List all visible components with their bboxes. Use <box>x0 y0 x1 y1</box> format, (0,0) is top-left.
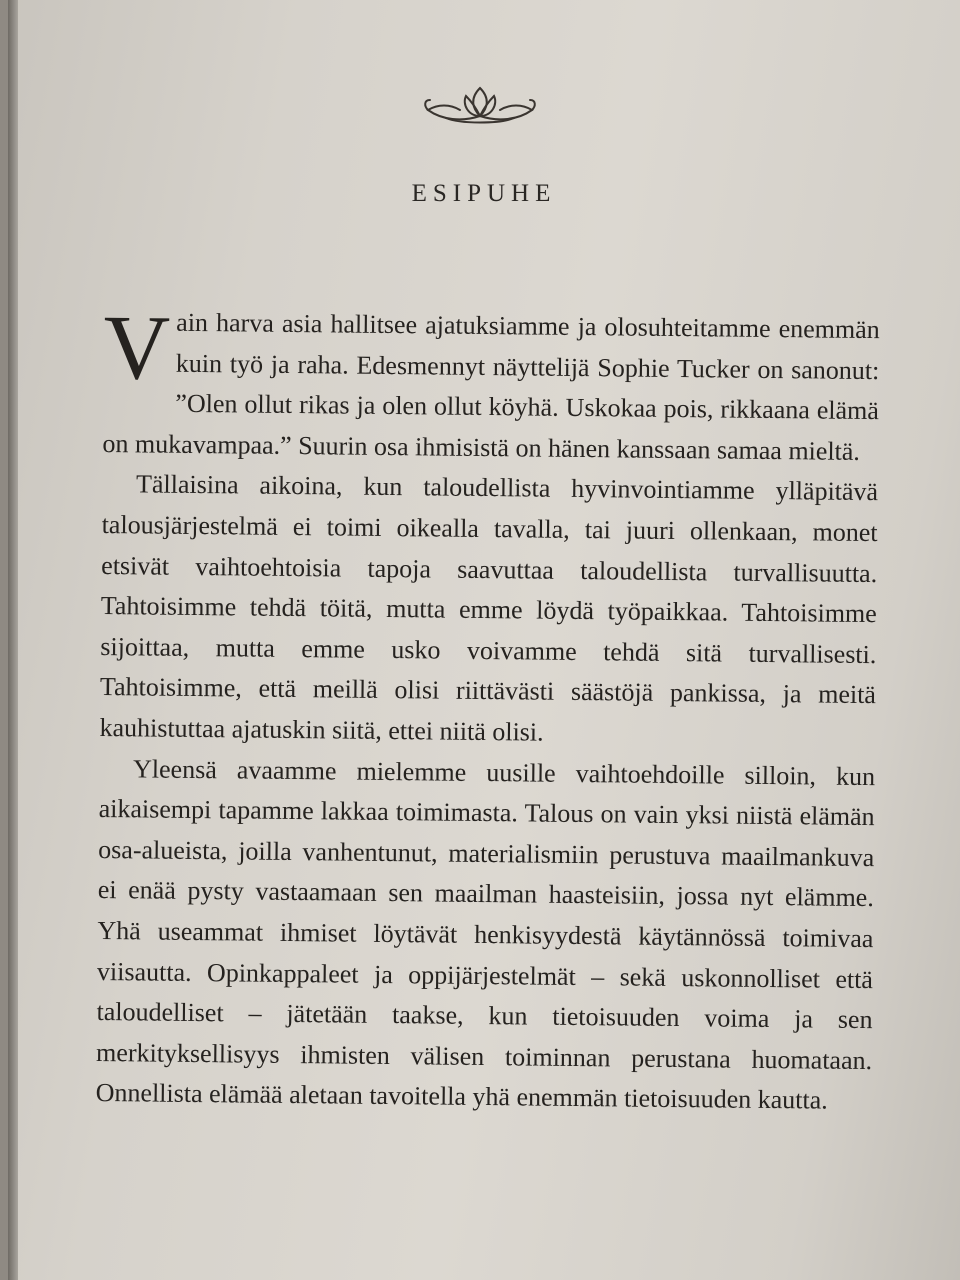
drop-cap: V <box>102 296 171 399</box>
paragraph-1-text: ain harva asia hallitsee ajatuksiamme ja olosuhteitamme enemmän kuin työ ja raha. Edesmennyt näyttelijä Sophie Tucker on sanonut: ”Olen ollut rikas ja olen ollut köyhä. Uskokaa pois, rikkaana elämä on mukavampaa.” Suurin osa ihmisistä on hänen kanssaan samaa mieltä. <box>102 307 880 466</box>
paragraph-1 <box>102 296 880 472</box>
body-text <box>95 296 880 1122</box>
paragraph-3: Yleensä avaamme mielemme uusille vaihtoehdoille silloin, kun aikaisempi tapamme lakkaa toimimasta. Talous on vain yksi niistä elämän osa-alueista, joilla vanhentunut, materialismiin perustuva maailmankuva ei enää pysty vastaamaan sen maailman haasteisiin, jossa nyt elämme. Yhä useammat ihmiset löytävät henkisyydestä käytännössä toimivaa viisautta. Opinkappaleet ja oppijärjestelmät – sekä uskonnolliset että taloudelliset – jätetään taakse, kun tietoisuuden voima ja sen merkityksellisyys ihmisten välisen toiminnan perustana huomataan. Onnellista elämää aletaan tavoitella yhä enemmän tietoisuuden kautta. <box>95 753 876 1115</box>
paragraph-2: Tällaisina aikoina, kun taloudellista hyvinvointiamme ylläpitävä talousjärjestelmä ei toimi oikealla tavalla, tai juuri ollenkaan, monet etsivät vaihtoehtoisia tapoja saavuttaa taloudellista turvallisuutta. Tahtoisimme tehdä töitä, mutta emme löydä työpaikkaa. Tahtoisimme sijoittaa, mutta emme usko voivamme tehdä sitä turvallisesti. Tahtoisimme, että meillä olisi riittävästi säästöjä pankissa, ja meitä kauhistuttaa ajatuskin siitä, ettei niitä olisi. <box>99 469 879 747</box>
book-page <box>8 0 960 1280</box>
chapter-title: ESIPUHE <box>411 180 557 207</box>
leaf-ornament-icon <box>416 82 544 126</box>
